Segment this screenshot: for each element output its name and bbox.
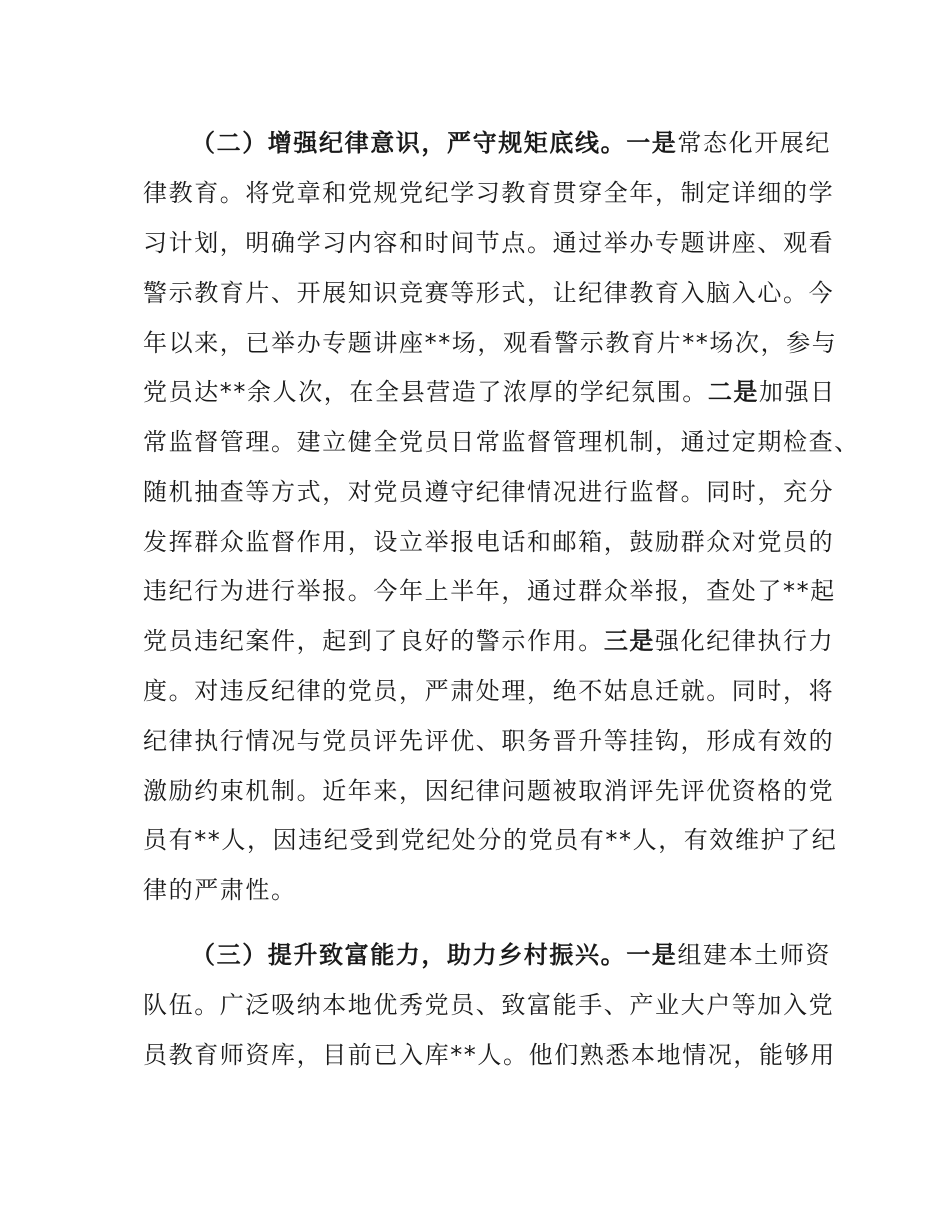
text-run: 常监督管理。建立健全党员日常监督管理机制，通过定期检查、 — [143, 428, 860, 456]
paragraph-line — [191, 128, 831, 158]
paragraph-line — [143, 178, 834, 208]
text-run: 发挥群众监督作用，设立举报电话和邮箱，鼓励群众对党员的 — [143, 528, 835, 556]
text-run: 律教育。将党章和党规党纪学习教育贯穿全年，制定详细的学 — [143, 179, 835, 207]
paragraph-line — [191, 940, 831, 970]
paragraph-line — [143, 278, 834, 308]
text-run: 强化纪律执行力 — [655, 627, 835, 655]
paragraph-line — [143, 825, 837, 855]
text-run: 队伍。广泛吸纳本地优秀党员、致富能手、产业大户等加入党 — [143, 991, 835, 1019]
text-run: 习计划，明确学习内容和时间节点。通过举办专题讲座、观看 — [143, 229, 835, 257]
bold-lead: 一是 — [626, 129, 678, 157]
paragraph-line — [143, 576, 836, 606]
paragraph-line — [143, 776, 834, 806]
text-run: 违纪行为进行举报。今年上半年，通过群众举报，查处了**起 — [143, 577, 836, 605]
text-run: 员教育师资库，目前已入库**人。他们熟悉本地情况，能够用 — [143, 1041, 836, 1069]
paragraph-line — [143, 427, 860, 457]
paragraph-line — [143, 1040, 836, 1070]
paragraph-line — [143, 477, 834, 507]
paragraph-line — [143, 626, 834, 656]
text-run: 年以来，已举办专题讲座**场，观看警示教育片**场次，参与 — [143, 329, 838, 357]
bold-lead: 一是 — [626, 941, 678, 969]
bold-lead: 二是 — [707, 378, 760, 406]
text-run: 加强日 — [759, 378, 836, 406]
text-run: 随机抽查等方式，对党员遵守纪律情况进行监督。同时，充分 — [143, 478, 835, 506]
paragraph-line — [143, 228, 834, 258]
text-run: 常态化开展纪 — [677, 129, 832, 157]
paragraph-line — [143, 990, 834, 1020]
section-heading: （二）增强纪律意识，严守规矩底线。 — [191, 129, 627, 157]
paragraph-line — [143, 377, 836, 407]
text-run: 度。对违反纪律的党员，严肃处理，绝不姑息迁就。同时，将 — [143, 677, 835, 705]
text-run: 党员达**余人次，在全县营造了浓厚的学纪氛围。 — [143, 378, 708, 406]
text-run: 党员违纪案件，起到了良好的警示作用。 — [143, 627, 604, 655]
paragraph-line — [143, 676, 834, 706]
text-run: 组建本土师资 — [677, 941, 832, 969]
paragraph-line — [143, 328, 837, 358]
paragraph-line — [143, 527, 834, 557]
text-run: 警示教育片、开展知识竞赛等形式，让纪律教育入脑入心。今 — [143, 279, 835, 307]
text-run: 纪律执行情况与党员评先评优、职务晋升等挂钩，形成有效的 — [143, 727, 835, 755]
text-run: 员有**人，因违纪受到党纪处分的党员有**人，有效维护了纪 — [143, 826, 838, 854]
section-heading: （三）提升致富能力，助力乡村振兴。 — [191, 941, 627, 969]
text-run: 律的严肃性。 — [143, 876, 297, 904]
text-run: 激励约束机制。近年来，因纪律问题被取消评先评优资格的党 — [143, 777, 835, 805]
bold-lead: 三是 — [603, 627, 656, 655]
paragraph-line — [143, 875, 297, 905]
paragraph-line — [143, 726, 834, 756]
